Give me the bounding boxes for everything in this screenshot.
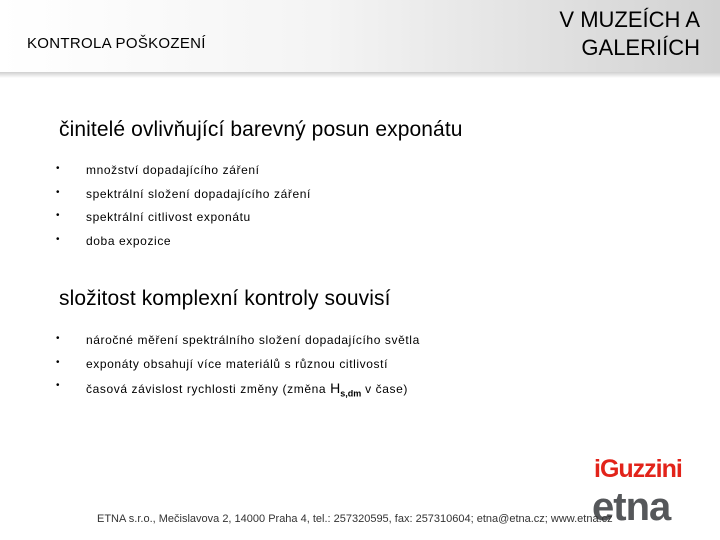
formula-prefix: časová závislost rychlosti změny (změna — [86, 382, 331, 396]
iguzzini-logo: iGuzzini — [594, 455, 682, 483]
bullet: • — [56, 186, 61, 198]
list-item-text: spektrální složení dopadajícího záření — [86, 186, 311, 201]
section2-title: složitost komplexní kontroly souvisí — [59, 287, 391, 310]
header-right-title — [559, 6, 700, 62]
bullet: • — [56, 380, 61, 391]
list-item-text: exponáty obsahují více materiálů s různou citlivostí — [86, 356, 389, 371]
formula-subscript: s,dm — [340, 388, 362, 399]
section1-title: činitelé ovlivňující barevný posun exponátu — [59, 118, 463, 141]
list-item-text: doba expozice — [86, 233, 172, 248]
bullet: • — [56, 233, 61, 245]
bullet: • — [56, 210, 61, 221]
formula-symbol: H — [330, 380, 341, 396]
bullet: • — [56, 333, 61, 344]
list-item-text: množství dopadajícího záření — [86, 163, 260, 177]
footer-contact: ETNA s.r.o., Mečislavova 2, 14000 Praha 4, tel.: 257320595, fax: 257310604; etna@etna.cz; www.etna.cz — [97, 513, 613, 525]
formula-suffix: v čase) — [361, 382, 409, 396]
bullet: • — [56, 356, 61, 368]
header-left-title: KONTROLA POŠKOZENÍ — [27, 35, 206, 52]
bullet: • — [56, 163, 61, 174]
header-divider — [0, 72, 720, 78]
header-right-line2: GALERIÍCH — [581, 35, 700, 60]
list-item-text — [86, 380, 408, 398]
etna-logo: etna — [592, 485, 671, 529]
header-right-line1: V MUZEÍCH A — [559, 7, 700, 32]
list-item-text: spektrální citlivost exponátu — [86, 210, 251, 224]
list-item-text: náročné měření spektrálního složení dopadajícího světla — [86, 333, 420, 347]
